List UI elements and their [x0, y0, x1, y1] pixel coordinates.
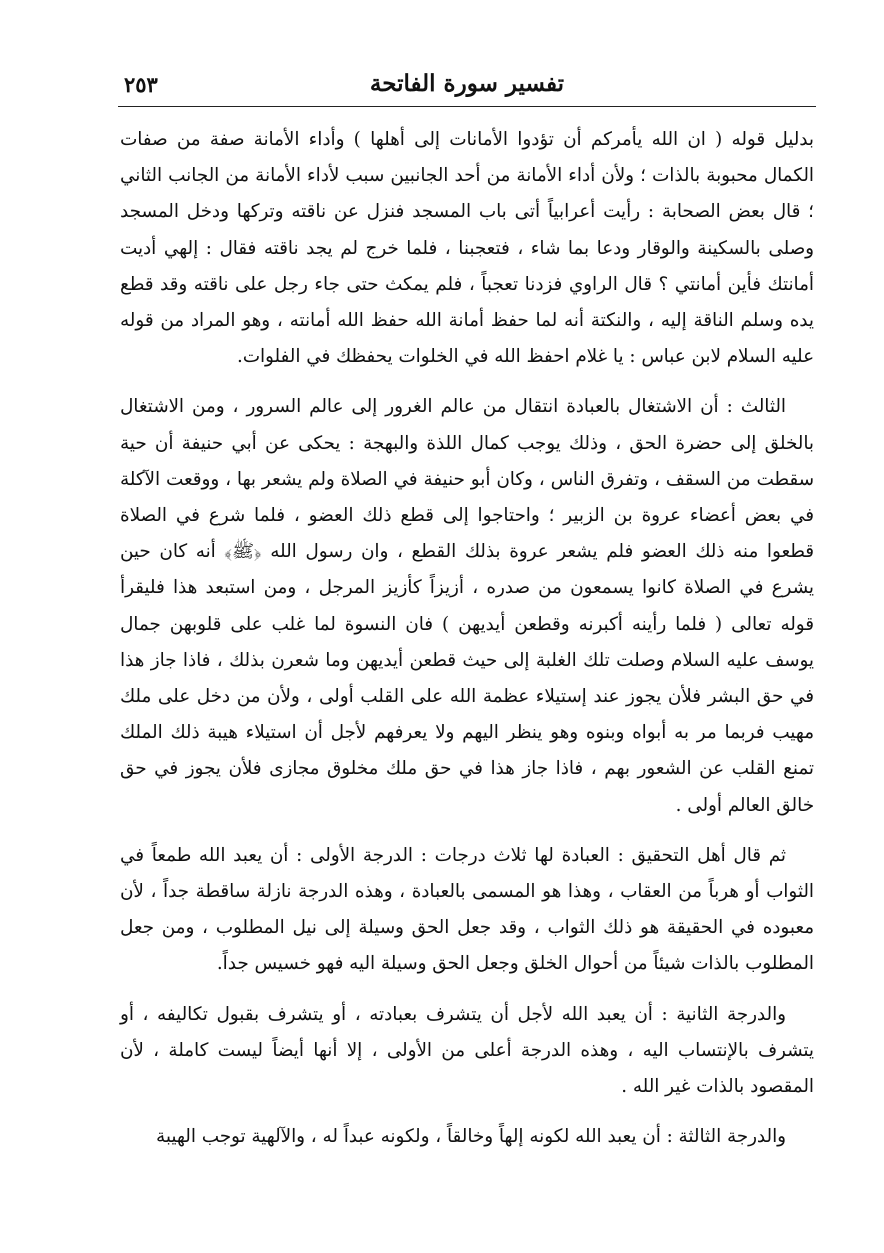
paragraph-3: ثم قال أهل التحقيق : العبادة لها ثلاث درجات : الدرجة الأولى : أن يعبد الله طمعاً في الثواب أو هرباً من العقاب ، وهذا هو المسمى بالعبادة ، وهذه الدرجة نازلة ساقطة جداً ، لأن معبوده في الحقيقة هو ذلك الثواب ، وقد جعل الحق وسيلة إلى نيل المطلوب ، ومن جعل المطلوب بالذات شيئاً من أحوال الخلق وجعل الحق وسيلة اليه فهو خسيس جداً.: [120, 844, 814, 975]
running-title: تفسير سورة الفاتحة: [369, 70, 565, 97]
paragraph-2: الثالث : أن الاشتغال بالعبادة انتقال من عالم الغرور إلى عالم السرور ، ومن الاشتغال بالخلق إلى حضرة الحق ، وذلك يوجب كمال اللذة والبهجة : يحكى عن أبي حنيفة أن حية سقطت من السقف ، وتفرق الناس ، وكان أبو حنيفة في الصلاة ولم يشعر بها ، ووقعت الآكلة في بعض أعضاء عروة بن الزبير ؛ واحتاجوا إلى قطع ذلك العضو ، فلما شرع في الصلاة قطعوا منه ذلك العضو فلم يشعر عروة بذلك القطع ، وان رسول الله ﴿ﷺ﴾ أنه كان حين يشرع في الصلاة كانوا يسمعون من صدره ، أزيزاً كأزيز المرجل ، ومن استبعد هذا فليقرأ قوله تعالى ( فلما رأينه أكبرنه وقطعن أيديهن ) فان النسوة لما غلب على قلوبهن جمال يوسف عليه السلام وصلت تلك الغلبة إلى حيث قطعن أيديهن وما شعرن بذلك ، فاذا جاز هذا في حق البشر فلأن يجوز عند إستيلاء عظمة الله على القلب أولى ، ولأن من دخل على ملك مهيب فربما مر به أبواه وبنوه وهو ينظر اليهم ولا يعرفهم لأجل أن استيلاء هيبة ذلك الملك تمنع القلب عن الشعور بهم ، فاذا جاز هذا في حق ملك مخلوق مجازى فلأن يجوز في حق خالق العالم أولى .: [120, 396, 814, 816]
paragraph-1: بدليل قوله ( ان الله يأمركم أن تؤدوا الأمانات إلى أهلها ) وأداء الأمانة صفة من صفات الكمال محبوبة بالذات ؛ ولأن أداء الأمانة من أحد الجانبين سبب لأداء الأمانة من الجانب الثاني ؛ قال بعض الصحابة : رأيت أعرابياً أتى باب المسجد فنزل عن ناقته وتركها ودخل المسجد وصلى بالسكينة والوقار ودعا بما شاء ، فتعجبنا ، فلما خرج لم يجد ناقته فقال : إلهي أديت أمانتك فأين أمانتي ؟ قال الراوي فزدنا تعجباً ، فلم يمكث حتى جاء رجل على ناقته وقد قطع يده وسلم الناقة إليه ، والنكتة أنه لما حفظ أمانة الله حفظ الله أمانته ، وهو المراد من قوله عليه السلام لابن عباس : يا غلام احفظ الله في الخلوات يحفظك في الفلوات.: [120, 129, 814, 368]
page-body: [120, 122, 814, 1169]
page-number: ٢٥٣: [124, 72, 158, 97]
page-header: [118, 62, 816, 107]
paragraph-4: والدرجة الثانية : أن يعبد الله لأجل أن يتشرف بعبادته ، أو يتشرف بقبول تكاليفه ، أو يتشرف بالإنتساب اليه ، وهذه الدرجة أعلى من الأولى ، إلا أنها أيضاً ليست كاملة ، لأن المقصود بالذات غير الله .: [120, 1003, 814, 1098]
paragraph-5: والدرجة الثالثة : أن يعبد الله لكونه إلهاً وخالقاً ، ولكونه عبداً له ، والآلهية توجب الهيبة: [156, 1126, 786, 1148]
